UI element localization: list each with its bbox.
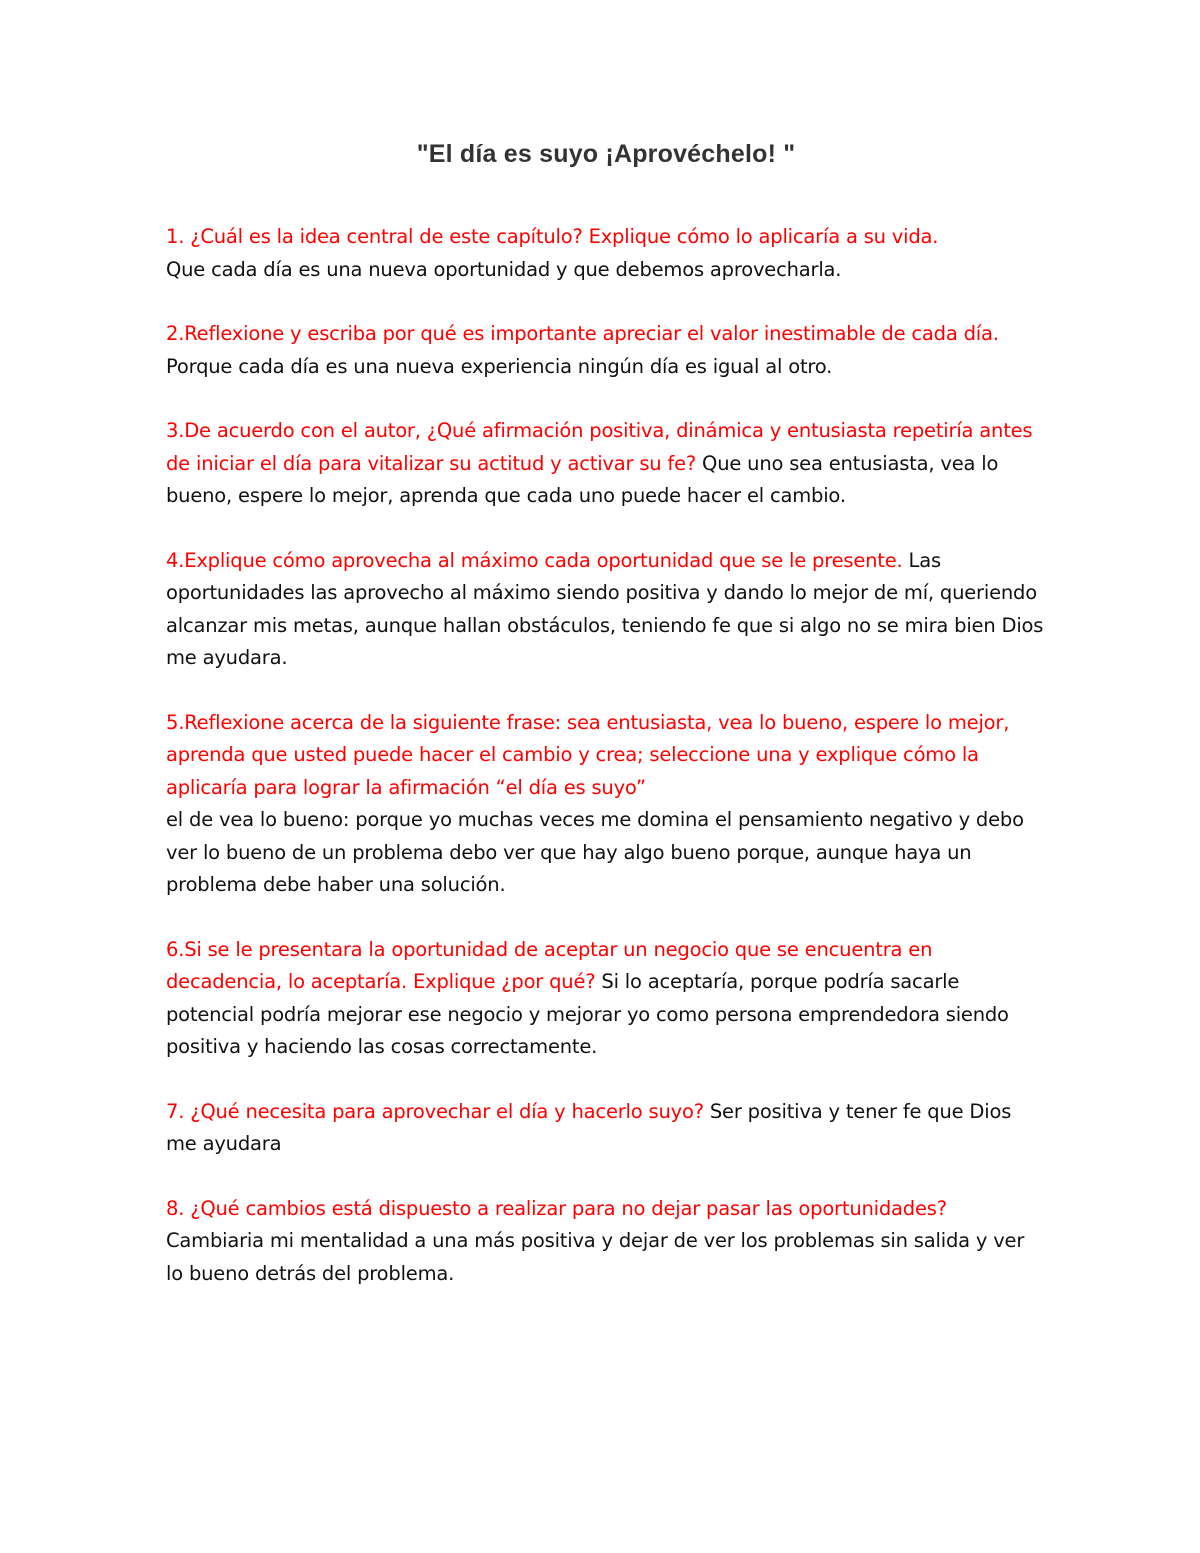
answer-6: Si lo aceptaría, porque podría sacarle potencial podría mejorar ese negocio y mejorar yo como persona emprendedora siendo positiva y haciendo las cosas correctamente. xyxy=(166,970,1009,1058)
answer-7: Ser positiva y tener fe que Dios me ayudara xyxy=(166,1099,1012,1155)
qa-item-6 xyxy=(166,934,1046,1064)
question-3: 3.De acuerdo con el autor, ¿Qué afirmación positiva, dinámica y entusiasta repetiría antes de iniciar el día para vitalizar su actitud y activar su fe? xyxy=(166,419,1033,475)
document-title: "El día es suyo ¡Aprovéchelo! " xyxy=(416,140,796,168)
qa-item-4 xyxy=(166,545,1046,675)
answer-3: Que uno sea entusiasta, vea lo bueno, espere lo mejor, aprenda que cada uno puede hacer el cambio. xyxy=(166,451,999,507)
qa-item-1 xyxy=(166,221,1046,286)
qa-item-2 xyxy=(166,318,1046,383)
question-8: 8. ¿Qué cambios está dispuesto a realizar para no dejar pasar las oportunidades? xyxy=(166,1196,947,1220)
answer-2: Porque cada día es una nueva experiencia ningún día es igual al otro. xyxy=(166,354,833,378)
document-page xyxy=(166,140,1046,1322)
question-5: 5.Reflexione acerca de la siguiente frase: sea entusiasta, vea lo bueno, espere lo mejor, aprenda que usted puede hacer el cambio y crea; seleccione una y explique cómo la aplicaría para lograr la afirmación “el día es suyo” xyxy=(166,710,1010,799)
qa-item-8 xyxy=(166,1193,1046,1291)
answer-4: Las oportunidades las aprovecho al máximo siendo positiva y dando lo mejor de mí, queriendo alcanzar mis metas, aunque hallan obstáculos, teniendo fe que si algo no se mira bien Dios me ayudara. xyxy=(166,548,1044,669)
qa-item-3 xyxy=(166,415,1046,513)
answer-1: Que cada día es una nueva oportunidad y que debemos aprovecharla. xyxy=(166,257,842,281)
question-7: 7. ¿Qué necesita para aprovechar el día y hacerlo suyo? xyxy=(166,1099,704,1123)
qa-item-7 xyxy=(166,1096,1046,1161)
answer-5: el de vea lo bueno: porque yo muchas veces me domina el pensamiento negativo y debo ver lo bueno de un problema debo ver que hay algo bueno porque, aunque haya un problema debe haber una solución. xyxy=(166,808,1024,896)
answer-8: Cambiaria mi mentalidad a una más positiva y dejar de ver los problemas sin salida y ver lo bueno detrás del problema. xyxy=(166,1229,1025,1285)
question-1: 1. ¿Cuál es la idea central de este capítulo? Explique cómo lo aplicaría a su vida. xyxy=(166,225,939,248)
question-6: 6.Si se le presentara la oportunidad de aceptar un negocio que se encuentra en decadencia, lo aceptaría. Explique ¿por qué? xyxy=(166,937,933,993)
question-4: 4.Explique cómo aprovecha al máximo cada oportunidad que se le presente. xyxy=(166,548,903,572)
qa-item-5 xyxy=(166,707,1046,902)
question-2: 2.Reflexione y escriba por qué es importante apreciar el valor inestimable de cada día. xyxy=(166,322,999,345)
